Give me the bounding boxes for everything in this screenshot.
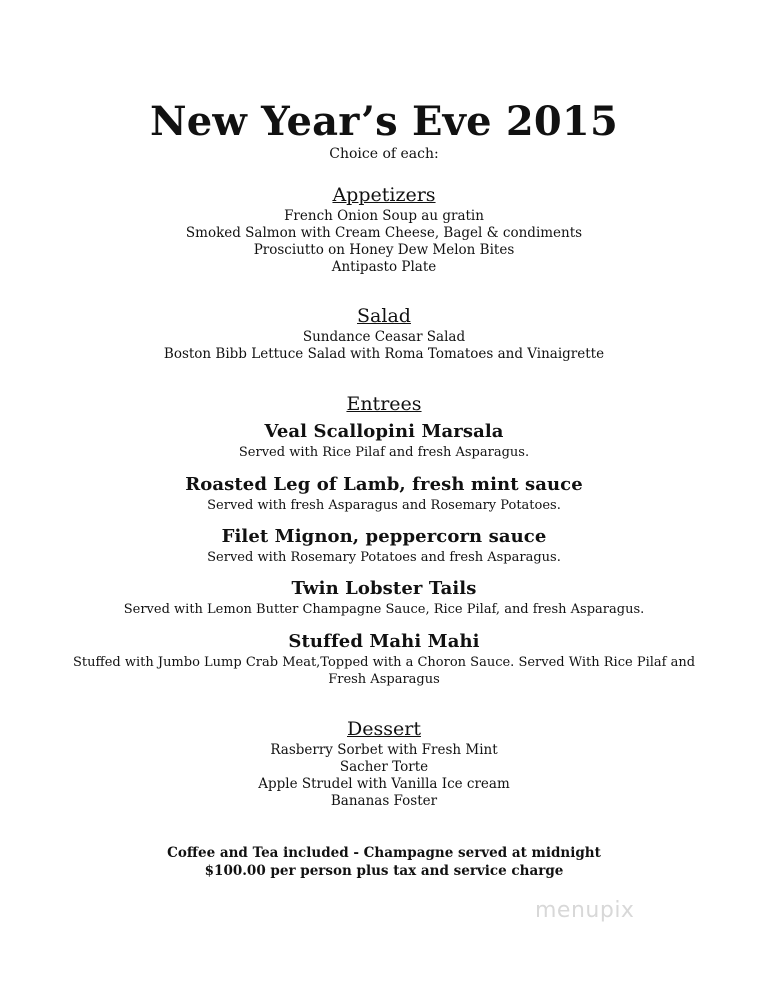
- dessert-item: Apple Strudel with Vanilla Ice cream: [258, 776, 510, 792]
- entree-description: Served with Rice Pilaf and fresh Asparagus.: [238, 445, 530, 460]
- appetizer-item: French Onion Soup au gratin: [284, 208, 484, 224]
- watermark-logo: menupix: [535, 898, 635, 923]
- dessert-item: Sacher Torte: [339, 759, 429, 775]
- salad-item: Boston Bibb Lettuce Salad with Roma Tomatoes and Vinaigrette: [163, 346, 605, 362]
- entrees-heading: Entrees: [346, 393, 422, 415]
- dessert-item: Rasberry Sorbet with Fresh Mint: [270, 742, 498, 758]
- subtitle: Choice of each:: [329, 146, 439, 162]
- dessert-item: Bananas Foster: [330, 793, 438, 809]
- appetizer-item: Antipasto Plate: [331, 259, 437, 275]
- entree-description: Stuffed with Jumbo Lump Crab Meat,Topped with a Choron Sauce. Served With Rice Pilaf and: [72, 655, 696, 670]
- footer-price: $100.00 per person plus tax and service charge: [204, 863, 564, 879]
- appetizer-item: Smoked Salmon with Cream Cheese, Bagel & condiments: [185, 225, 583, 241]
- entree-description: Served with Lemon Butter Champagne Sauce, Rice Pilaf, and fresh Asparagus.: [123, 602, 645, 617]
- entree-name: Filet Mignon, peppercorn sauce: [221, 526, 547, 547]
- appetizer-item: Prosciutto on Honey Dew Melon Bites: [253, 242, 515, 258]
- salad-item: Sundance Ceasar Salad: [302, 329, 466, 345]
- salad-heading: Salad: [357, 305, 411, 327]
- appetizers-heading: Appetizers: [332, 184, 436, 206]
- entree-description: Served with fresh Asparagus and Rosemary Potatoes.: [207, 498, 561, 513]
- entree-name: Stuffed Mahi Mahi: [288, 631, 480, 652]
- entree-description: Served with Rosemary Potatoes and fresh Asparagus.: [207, 550, 561, 565]
- page-title: New Year’s Eve 2015: [150, 98, 618, 145]
- entree-name: Twin Lobster Tails: [291, 578, 477, 599]
- entree-name: Veal Scallopini Marsala: [264, 421, 504, 442]
- footer-line: Coffee and Tea included - Champagne served at midnight: [167, 845, 601, 861]
- dessert-heading: Dessert: [347, 718, 421, 740]
- entree-description: Fresh Asparagus: [328, 672, 440, 687]
- entree-name: Roasted Leg of Lamb, fresh mint sauce: [185, 474, 583, 495]
